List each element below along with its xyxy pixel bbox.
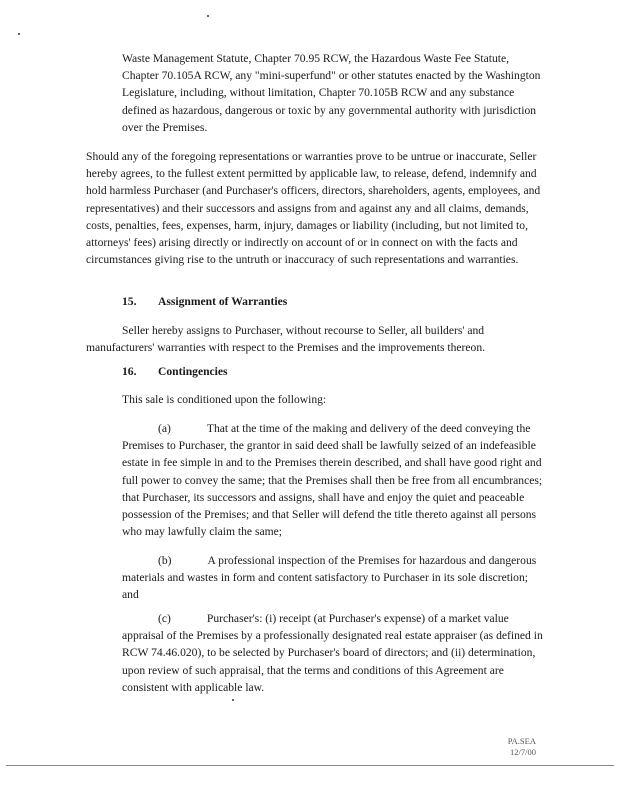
indemnity-paragraph: Should any of the foregoing representations or warranties prove to be untrue or inaccurate, Seller hereby agrees, to the fullest extent permitted by applicable law, to release, defend, indemnify and hold harmless Purchaser (and Purchaser's officers, directors, shareholders, agents, employees, and representatives) and their successors and assigns from and against any and all claims, demands, costs, penalties, fees, expenses, harm, injury, damages or liability (including, but not limited to, attorneys' fees) arising directly or indirectly on account of or in connect on with the facts and circumstances giving rise to the untruth or inaccuracy of such representations and warranties. [86,150,541,267]
item-label: (c) [158,612,171,625]
item-text: That at the time of the making and delivery of the deed conveying the Premises to Purchaser, the grantor in said deed shall be lawfully seized of an indefeasible estate in fee simple in and to the Premises therein described, and shall have good right and full power to convey the same; that the Premises shall then be free from all encumbrances; that Purchaser, its successors and assigns, shall have and enjoy the quiet and peaceable possession of the Premises; and that Seller will defend the title thereto against all persons who may lawfully claim the same; [122,422,543,539]
statutes-paragraph: Waste Management Statute, Chapter 70.95 RCW, the Hazardous Waste Fee Statute, Chapter 70.105A RCW, any "mini-superfund" or other statutes enacted by the Washington Legislature, including, without limitation, Chapter 70.105B RCW and any substance defined as hazardous, dangerous or toxic by any governmental authority with jurisdiction over the Premises. [122,52,541,134]
footer-line-2: 12/7/00 [510,747,536,757]
scan-speck [18,33,20,35]
footer-stamp [508,736,536,758]
section-title: Assignment of Warranties [158,295,288,308]
item-label: (b) [158,554,172,567]
item-text: A professional inspection of the Premises for hazardous and dangerous materials and wastes in form and content satisfactory to Purchaser in its sole discretion; and [122,554,537,602]
section-title: Contingencies [158,365,228,378]
scan-speck [232,699,234,701]
section-number: 16. [122,365,137,378]
scan-edge-rule [6,765,614,766]
item-label: (a) [158,422,171,435]
section-number: 15. [122,295,137,308]
contingency-intro: This sale is conditioned upon the following: [122,393,327,406]
contingency-item-c [122,610,546,696]
contingency-item-b [122,552,546,604]
footer-line-1: PA.SEA [507,736,536,746]
scan-speck [207,15,209,17]
contingency-item-a [122,420,546,540]
warranties-paragraph: Seller hereby assigns to Purchaser, without recourse to Seller, all builders' and manufacturers' warranties with respect to the Premises and the improvements thereon. [86,324,486,355]
item-text: Purchaser's: (i) receipt (at Purchaser's expense) of a market value appraisal of the Premises by a professionally designated real estate appraiser (as defined in RCW 74.46.020), to be selected by Purchaser's board of directors; and (ii) determination, upon review of such appraisal, that the terms and conditions of this Agreement are consistent with applicable law. [122,612,543,694]
